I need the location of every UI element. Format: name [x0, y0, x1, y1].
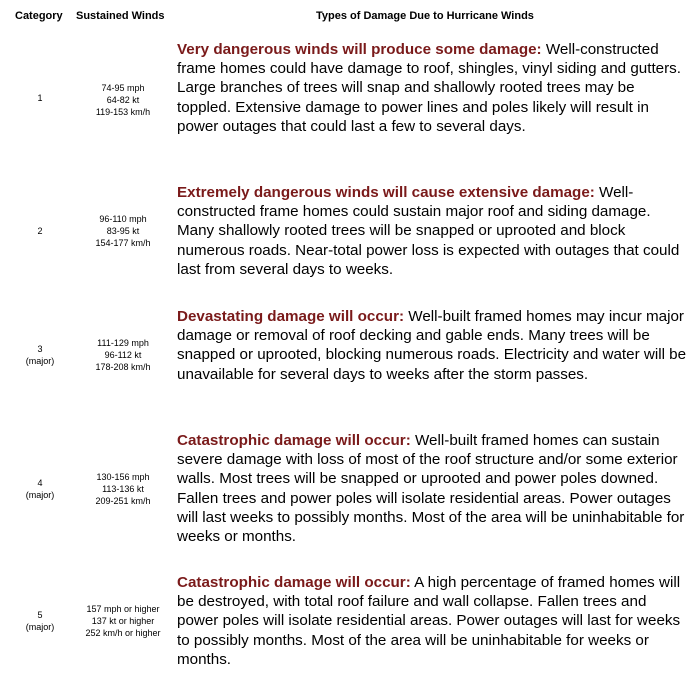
damage-description [177, 183, 687, 279]
header-sustained-winds: Sustained Winds [76, 10, 165, 22]
damage-lead: Catastrophic damage will occur: [177, 574, 411, 591]
header-category: Category [15, 10, 63, 22]
damage-lead: Extremely dangerous winds will cause extensive damage: [177, 184, 595, 201]
damage-lead: Catastrophic damage will occur: [177, 432, 411, 449]
winds-kmh: 209-251 km/h [95, 496, 151, 506]
category-number: 4 [37, 478, 43, 488]
category-cell [0, 225, 80, 237]
category-number: 2 [37, 226, 43, 236]
header-damage-types: Types of Damage Due to Hurricane Winds [316, 10, 534, 22]
category-note: (major) [25, 356, 55, 366]
category-number: 3 [37, 344, 43, 354]
winds-cell [70, 471, 176, 507]
winds-mph: 130-156 mph [96, 472, 150, 482]
winds-kmh: 154-177 km/h [95, 238, 151, 248]
category-note: (major) [25, 622, 55, 632]
damage-text: Well-constructed frame homes could sustain major roof and siding damage. Many shallowly rooted trees will be snapped or uprooted and block numerous roads. Near-total power loss is expected with outages that could last from several days to weeks. [177, 184, 680, 278]
winds-kt: 83-95 kt [106, 226, 140, 236]
winds-cell [70, 213, 176, 249]
category-number: 1 [37, 93, 43, 103]
category-note: (major) [25, 490, 55, 500]
winds-kmh: 119-153 km/h [95, 107, 151, 117]
damage-lead: Devastating damage will occur: [177, 308, 405, 325]
damage-description [177, 431, 687, 546]
winds-cell [70, 82, 176, 118]
damage-description [177, 573, 687, 669]
winds-kt: 137 kt or higher [91, 616, 155, 626]
winds-kt: 96-112 kt [104, 350, 142, 360]
winds-kt: 113-136 kt [102, 484, 144, 494]
category-cell [0, 609, 80, 633]
winds-mph: 74-95 mph [101, 83, 145, 93]
category-number: 5 [37, 610, 43, 620]
category-cell [0, 343, 80, 367]
damage-description [177, 307, 687, 384]
winds-cell [70, 337, 176, 373]
damage-text: Well-built framed homes can sustain severe damage with loss of most of the roof structure and/or some exterior walls. Most trees will be snapped or uprooted and power poles downed. Fallen trees and power poles will isolate residential areas. Power outages will last weeks to possibly months. Most of the area will be uninhabitable for weeks or months. [177, 432, 685, 546]
category-cell [0, 92, 80, 104]
winds-mph: 96-110 mph [99, 214, 147, 224]
damage-text: A high percentage of framed homes will be destroyed, with total roof failure and wall collapse. Fallen trees and power poles will isolate residential areas. Power outages will last for weeks to possibly months. Most of the area will be uninhabitable for weeks or months. [177, 574, 681, 668]
winds-kmh: 178-208 km/h [95, 362, 151, 372]
winds-cell [70, 603, 176, 639]
damage-text: Well-constructed frame homes could have damage to roof, shingles, vinyl siding and gutters. Large branches of trees will snap and shallowly rooted trees may be toppled. Extensive damage to power lines and poles likely will result in power outages that could last a few to several days. [177, 41, 681, 135]
winds-kt: 64-82 kt [106, 95, 140, 105]
category-cell [0, 477, 80, 501]
winds-mph: 157 mph or higher [86, 604, 160, 614]
damage-description [177, 40, 687, 136]
damage-text: Well-built framed homes may incur major damage or removal of roof decking and gable ends. Many trees will be snapped or uprooted, blocking numerous roads. Electricity and water will be unavailable for several days to weeks after the storm passes. [177, 308, 687, 383]
damage-lead: Very dangerous winds will produce some damage: [177, 41, 542, 58]
winds-mph: 111-129 mph [97, 338, 149, 348]
winds-kmh: 252 km/h or higher [85, 628, 161, 638]
